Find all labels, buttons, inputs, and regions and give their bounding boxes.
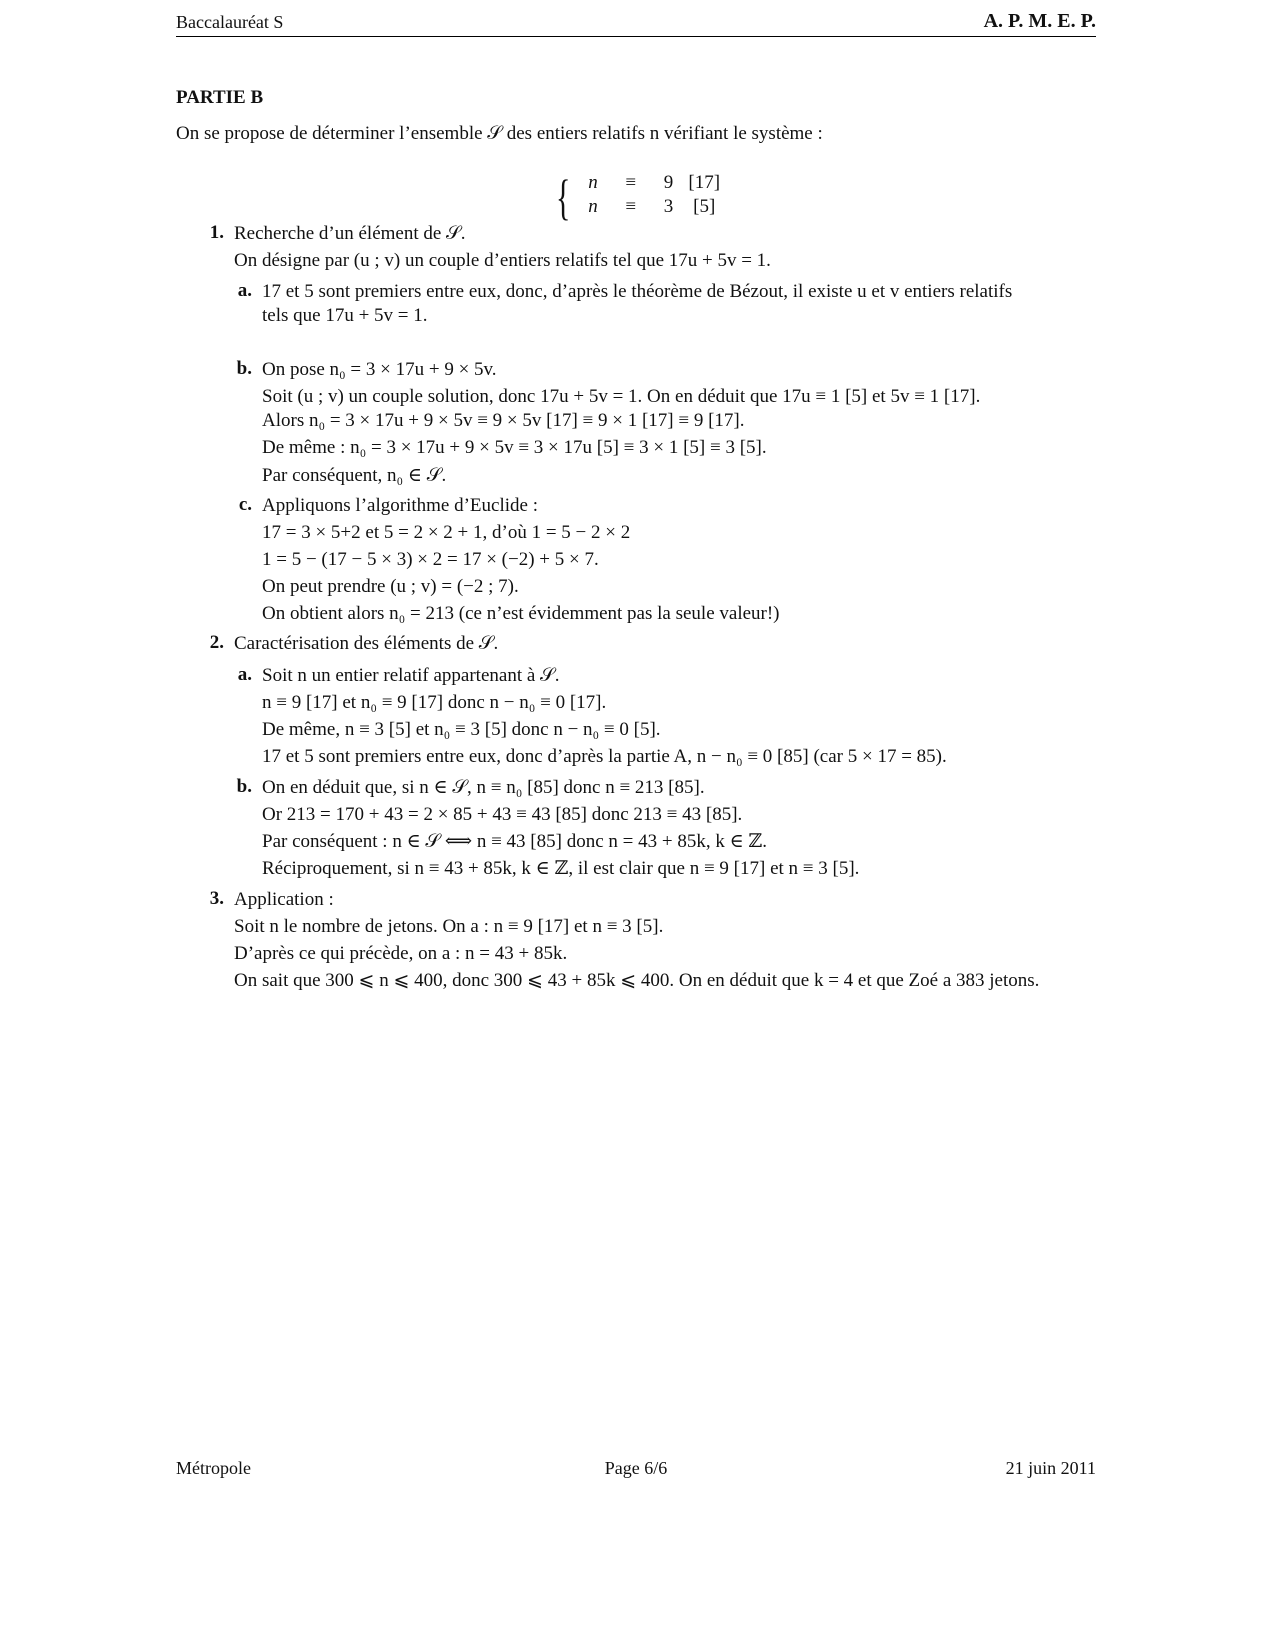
q1b-line-5: Par conséquent, n₀ ∈ 𝒮. bbox=[262, 465, 447, 486]
footer-page-number: Page 6/6 bbox=[604, 1458, 668, 1478]
q2b-line-2: Or 213 = 170 + 43 = 2 × 85 + 43 ≡ 43 [85] donc 213 ≡ 43 [85]. bbox=[262, 804, 743, 825]
q2b-line-3: Par conséquent : n ∈ 𝒮 ⟺ n ≡ 43 [85] donc n = 43 + 85k, k ∈ ℤ. bbox=[262, 831, 768, 852]
q1a-label: a. bbox=[237, 280, 252, 301]
q1-line: On désigne par (u ; v) un couple d’entiers relatifs tel que 17u + 5v = 1. bbox=[234, 250, 771, 271]
q1b-label: b. bbox=[236, 358, 252, 379]
q1c-line-2: 17 = 3 × 5+2 et 5 = 2 × 2 + 1, d’où 1 = 5 − 2 × 2 bbox=[262, 522, 631, 543]
section-title: PARTIE B bbox=[176, 87, 264, 108]
q2b-line-4: Réciproquement, si n ≡ 43 + 85k, k ∈ ℤ, il est clair que n ≡ 9 [17] et n ≡ 3 [5]. bbox=[262, 858, 860, 879]
q1c-line-1: Appliquons l’algorithme d’Euclide : bbox=[262, 495, 538, 516]
q1b-line-3: Alors n₀ = 3 × 17u + 9 × 5v ≡ 9 × 5v [17] ≡ 9 × 1 [17] ≡ 9 [17]. bbox=[262, 410, 745, 431]
q2a-line-2: n ≡ 9 [17] et n₀ ≡ 9 [17] donc n − n₀ ≡ 0 [17]. bbox=[262, 692, 607, 713]
q1a-line-1: 17 et 5 sont premiers entre eux, donc, d’après le théorème de Bézout, il existe u et v entiers relatifs bbox=[262, 281, 1013, 302]
footer-date: 21 juin 2011 bbox=[1005, 1458, 1096, 1478]
q3-line-1: Soit n le nombre de jetons. On a : n ≡ 9 [17] et n ≡ 3 [5]. bbox=[234, 916, 664, 937]
q1c-line-5: On obtient alors n₀ = 213 (ce n’est évidemment pas la seule valeur!) bbox=[262, 603, 780, 624]
q2b-label: b. bbox=[236, 776, 252, 797]
congruence-system bbox=[556, 169, 721, 225]
q3-title: Application : bbox=[234, 889, 334, 910]
q1-title: Recherche d’un élément de 𝒮. bbox=[234, 223, 466, 244]
item-number-3: 3. bbox=[209, 888, 224, 909]
q1c-label: c. bbox=[238, 494, 252, 515]
q3-line-3: On sait que 300 ⩽ n ⩽ 400, donc 300 ⩽ 43 + 85k ⩽ 400. On en déduit que k = 4 et que Zoé a 383 jetons. bbox=[234, 970, 1040, 991]
footer-left: Métropole bbox=[176, 1458, 251, 1478]
q1b-line-4: De même : n₀ = 3 × 17u + 9 × 5v ≡ 3 × 17u [5] ≡ 3 × 1 [5] ≡ 3 [5]. bbox=[262, 437, 767, 458]
item-number-1: 1. bbox=[209, 222, 224, 243]
item-number-2: 2. bbox=[209, 632, 224, 653]
q2a-line-4: 17 et 5 sont premiers entre eux, donc d’après la partie A, n − n₀ ≡ 0 [85] (car 5 × 17 = 85). bbox=[262, 746, 947, 767]
intro-text: On se propose de déterminer l’ensemble 𝒮 des entiers relatifs n vérifiant le système : bbox=[176, 123, 823, 144]
system-row-1: n ≡ 9 [17] bbox=[588, 172, 721, 193]
q1b-line-2: Soit (u ; v) un couple solution, donc 17u + 5v = 1. On en déduit que 17u ≡ 1 [5] et 5v ≡ 1 [17]. bbox=[262, 386, 981, 407]
q1b-line-1: On pose n₀ = 3 × 17u + 9 × 5v. bbox=[262, 359, 497, 380]
system-row-2: n ≡ 3 [5] bbox=[588, 196, 716, 217]
q2a-label: a. bbox=[237, 664, 252, 685]
page-header bbox=[176, 10, 1096, 37]
q1c-line-3: 1 = 5 − (17 − 5 × 3) × 2 = 17 × (−2) + 5 × 7. bbox=[262, 549, 599, 570]
brace-icon: { bbox=[556, 169, 571, 225]
q2a-line-3: De même, n ≡ 3 [5] et n₀ ≡ 3 [5] donc n − n₀ ≡ 0 [5]. bbox=[262, 719, 661, 740]
q3-line-2: D’après ce qui précède, on a : n = 43 + 85k. bbox=[234, 943, 568, 964]
header-right: A. P. M. E. P. bbox=[983, 10, 1096, 32]
q2b-line-1: On en déduit que, si n ∈ 𝒮, n ≡ n₀ [85] donc n ≡ 213 [85]. bbox=[262, 777, 705, 798]
q1a-line-2: tels que 17u + 5v = 1. bbox=[262, 305, 428, 326]
document-page bbox=[176, 0, 1096, 1650]
q2a-line-1: Soit n un entier relatif appartenant à 𝒮. bbox=[262, 665, 560, 686]
q2-title: Caractérisation des éléments de 𝒮. bbox=[234, 633, 499, 654]
q1c-line-4: On peut prendre (u ; v) = (−2 ; 7). bbox=[262, 576, 519, 597]
header-left: Baccalauréat S bbox=[176, 12, 284, 32]
